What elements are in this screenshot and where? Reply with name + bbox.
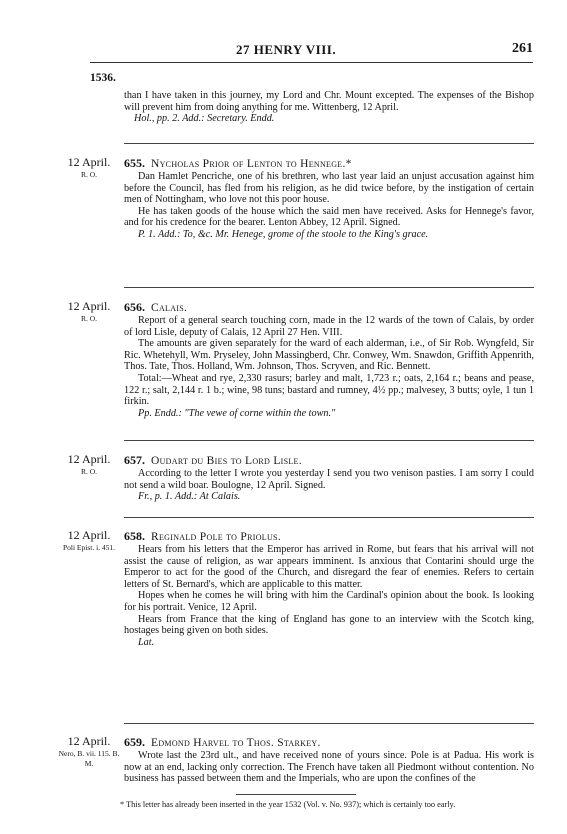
entry-date: 12 April. [67, 734, 111, 748]
entry-title: Calais. [151, 302, 188, 314]
entry-separator [124, 143, 534, 144]
entry-paragraph: Dan Hamlet Pencriche, one of his brethren, who last year laid an unjust accusation against him before the Council, has fled from his religion, as he did twice before, by the instigation of certain men of Nottingham, who love not this poor house. [124, 171, 534, 206]
entry-heading [124, 735, 534, 750]
entry-separator [124, 440, 534, 441]
entry-meta: Pp. Endd.: "The vewe of corne within the town." [138, 407, 336, 419]
header-title: 27 HENRY VIII. [236, 42, 337, 57]
entry-source: Poli Epist. i. 451. [62, 543, 116, 552]
entry-paragraph: Wrote last the 23rd ult., and have received none of yours since. Pole is at Padua. His work is now at an end, lacking only correction. The French have taken all Piedmont without contention. No business has passed between them and the Imperials, who are upon the confines of the [124, 750, 534, 785]
entry-heading [124, 156, 534, 171]
entry-number: 656. [124, 300, 145, 314]
entry-meta: P. 1. Add.: To, &c. Mr. Henege, grome of the stoole to the King's grace. [138, 228, 429, 240]
entry-paragraph: He has taken goods of the house which the said men have received. Asks for Hennege's favor, and for his credence for the bearer. Lenton Abbey, 12 April. Signed. [124, 205, 534, 229]
entry-source: R. O. [80, 170, 98, 179]
entry-number: 658. [124, 529, 145, 543]
entry-heading [124, 300, 534, 315]
entry-date: 12 April. [67, 528, 111, 542]
page-number: 261 [512, 41, 533, 56]
entry-heading [124, 529, 534, 544]
entry-date: 12 April. [67, 299, 111, 313]
entry-number: 659. [124, 735, 145, 749]
entry-number: 657. [124, 453, 145, 467]
margin-year: 1536. [90, 72, 116, 84]
entry-separator [124, 287, 534, 288]
entry-separator [124, 517, 534, 518]
entry-title: Edmond Harvel to Thos. Starkey. [151, 737, 321, 749]
entry-source: Nero, B. vii. 115. B. M. [58, 749, 120, 768]
entry-paragraph: Hears from his letters that the Emperor has arrived in Rome, but fears that his arrival will not assist the cause of religion, as war appears imminent. Is anxious that Contarini should urge the Emperor to act for the good of the Church, and disregard the fear of enemies. Refers to certain letters of St. Bernard's, which are applicable to this matter. [124, 544, 534, 590]
entry-paragraph: Report of a general search touching corn, made in the 12 wards of the town of Calais, by order of lord Lisle, deputy of Calais, 12 April 27 Hen. VIII. [124, 315, 534, 338]
entry-title: Reginald Pole to Priolus. [151, 531, 281, 543]
entry-paragraph: The amounts are given separately for the ward of each alderman, i.e., of Sir Rob. Wyngfeld, Sir Ric. Whetehyll, Wm. Pryseley, John Massingberd, Chr. Conwey, Wm. Snawdon, Griffith Appenrith, Thos. Tate, Thos. Holland, Wm. Johnson, Thos. Scryven, and Ric. Bennett. [124, 338, 534, 373]
entry-date: 12 April. [67, 155, 111, 169]
entry-date: 12 April. [67, 452, 111, 466]
entry-source: R. O. [80, 467, 98, 476]
footnote-rule [236, 794, 356, 795]
continuation-meta: Hol., pp. 2. Add.: Secretary. Endd. [134, 113, 275, 125]
running-header [0, 42, 567, 58]
entry-source: R. O. [80, 314, 98, 323]
entry-paragraph: Hears from France that the king of England has gone to an interview with the Scotch king, hostages being given on both sides. [124, 613, 534, 637]
footnote: * This letter has already been inserted in the year 1532 (Vol. v. No. 937); which is certainly too early. [120, 800, 456, 809]
entry-paragraph: Hopes when he comes he will bring with him the Cardinal's opinion about the book. Is looking for his portrait. Venice, 12 April. [124, 590, 534, 613]
entry-title: Nycholas Prior of Lenton to Hennege.* [151, 158, 352, 170]
entry-heading [124, 453, 534, 468]
entry-title: Oudart du Bies to Lord Lisle. [151, 455, 302, 467]
entry-paragraph: According to the letter I wrote you yesterday I send you two venison pasties. I am sorry I could not send a wild boar. Boulogne, 12 April. Signed. [124, 468, 534, 491]
entry-meta: Lat. [138, 636, 155, 648]
entry-number: 655. [124, 156, 145, 170]
entry-meta: Fr., p. 1. Add.: At Calais. [138, 491, 241, 503]
continuation-text: than I have taken in this journey, my Lord and Chr. Mount excepted. The expenses of the Bishop will prevent him from doing anything for me. Wittenberg, 12 April. [124, 90, 534, 113]
entry-separator [124, 723, 534, 724]
entry-paragraph: Total:—Wheat and rye, 2,330 rasurs; barley and malt, 1,723 r.; oats, 2,164 r.; beans and pease, 122 r.; salt, 2,144 r. 1 b.; wine, 98 tuns; bastard and rumney, 4½ pp.; malvesey, 3 butts; oyle, 1 tun 1 firkin. [124, 372, 534, 408]
header-rule [90, 62, 533, 63]
